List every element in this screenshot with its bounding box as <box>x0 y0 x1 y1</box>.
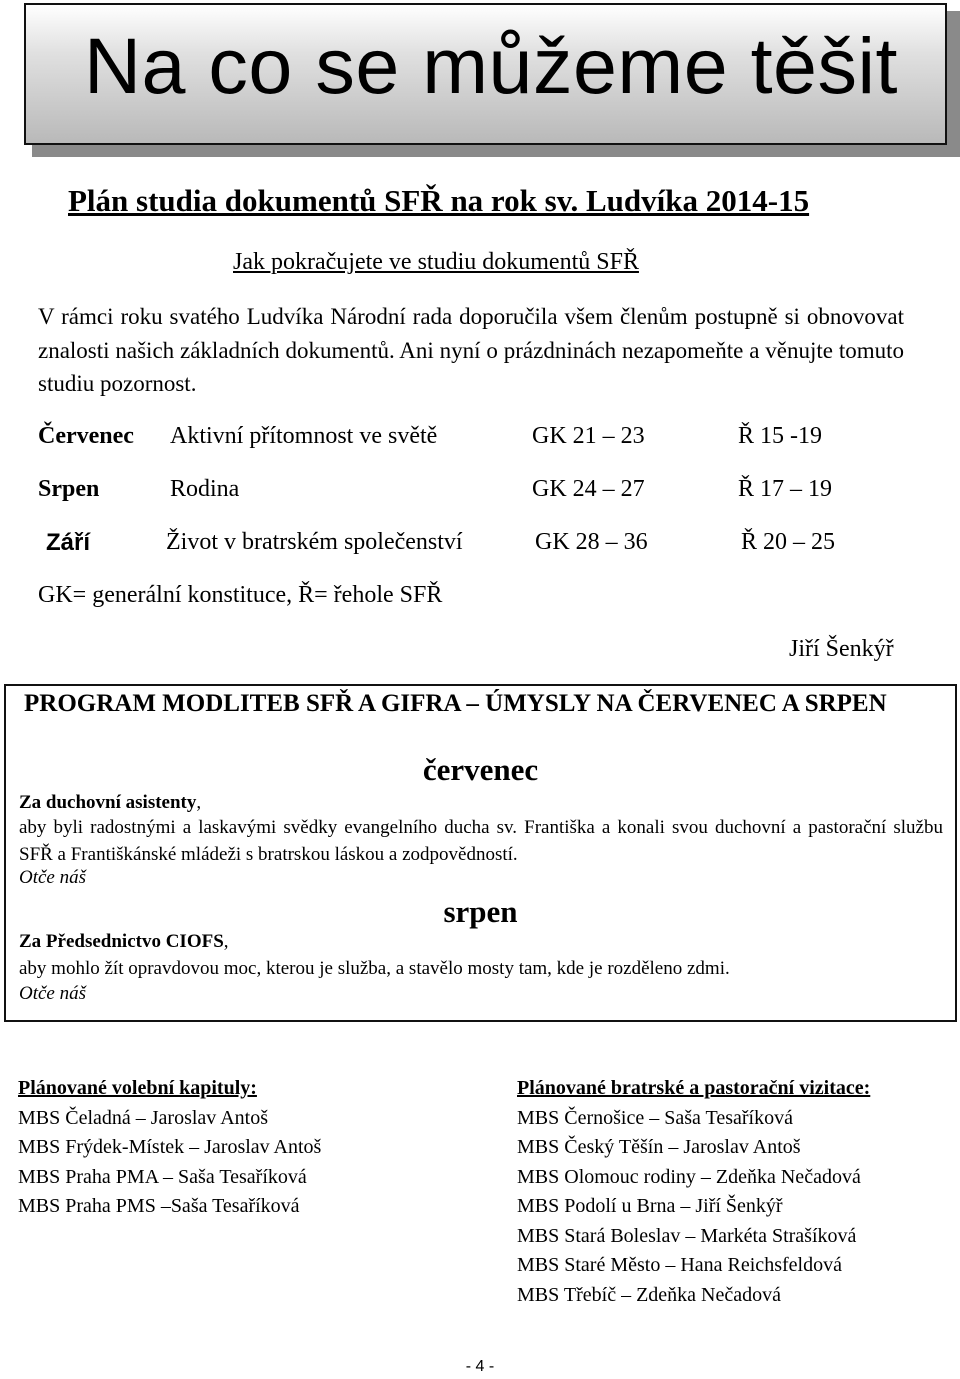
list-item: MBS Podolí u Brna – Jiří Šenkýř <box>517 1195 783 1217</box>
list-item: MBS Černošice – Saša Tesaříková <box>517 1106 793 1129</box>
prayer-text: aby mohlo žít opravdovou moc, kterou je služba, a stavělo mosty tam, kde je rozděleno zdmi. <box>19 958 730 979</box>
list-item: MBS Stará Boleslav – Markéta Strašíková <box>517 1224 857 1247</box>
prayer-intent <box>19 931 229 953</box>
prayer-closing: Otče náš <box>19 867 87 888</box>
list-item: MBS Čeladná – Jaroslav Antoš <box>18 1106 268 1129</box>
schedule-row <box>0 529 960 561</box>
abbreviation-legend: GK= generální konstituce, Ř= řehole SFŘ <box>38 582 443 608</box>
visitations-list <box>517 1074 870 1310</box>
prayer-intent-comma: , <box>196 792 202 813</box>
study-plan-subtitle: Jak pokračujete ve studiu dokumentů SFŘ <box>233 249 639 275</box>
list-item: MBS Český Těšín – Jaroslav Antoš <box>517 1136 801 1158</box>
prayer-closing: Otče náš <box>19 983 87 1004</box>
author-signature: Jiří Šenkýř <box>789 636 894 662</box>
list-item: MBS Třebíč – Zdeňka Nečadová <box>517 1283 781 1306</box>
schedule-gk: GK 24 – 27 <box>532 476 645 502</box>
list-item: MBS Frýdek-Místek – Jaroslav Antoš <box>18 1136 322 1158</box>
schedule-gk: GK 28 – 36 <box>535 529 648 555</box>
page-number: - 4 - <box>465 1358 495 1375</box>
list-item: MBS Praha PMA – Saša Tesaříková <box>18 1165 307 1188</box>
visitations-heading: Plánované bratrské a pastorační vizitace: <box>517 1077 871 1099</box>
schedule-month: Červenec <box>38 423 134 449</box>
schedule-topic: Život v bratrském společenství <box>166 529 463 555</box>
schedule-topic: Rodina <box>170 476 240 502</box>
prayer-intent <box>19 792 201 814</box>
schedule-rule: Ř 15 -19 <box>738 423 822 449</box>
list-item: MBS Staré Město – Hana Reichsfeldová <box>517 1254 842 1276</box>
prayer-program-box <box>4 684 957 1022</box>
schedule-row <box>0 476 960 508</box>
prayer-program-title: PROGRAM MODLITEB SFŘ A GIFRA – ÚMYSLY NA ČERVENEC A SRPEN <box>24 690 887 717</box>
study-plan-intro: V rámci roku svatého Ludvíka Národní rada doporučila všem členům postupně si obnovovat znalosti našich základních dokumentů. Ani nyní o prázdninách nezapomeňte a věnujte tomuto studiu pozornost. <box>38 304 904 396</box>
schedule-rule: Ř 17 – 19 <box>738 476 833 502</box>
prayer-text: aby byli radostnými a laskavými svědky evangelního ducha sv. Františka a konali svou duchovní a pastorační službu SFŘ a Františkánské mládeži s bratrskou láskou a zodpovědností. <box>19 817 943 865</box>
schedule-month: Září <box>46 529 91 556</box>
schedule-rule: Ř 20 – 25 <box>741 529 836 555</box>
study-plan-title: Plán studia dokumentů SFŘ na rok sv. Ludvíka 2014-15 <box>68 183 810 218</box>
chapters-heading: Plánované volební kapituly: <box>18 1077 257 1099</box>
list-item: MBS Praha PMS –Saša Tesaříková <box>18 1195 300 1217</box>
schedule-gk: GK 21 – 23 <box>532 423 645 449</box>
page-title: Na co se můžeme těšit <box>84 21 898 110</box>
month-heading: červenec <box>422 752 539 787</box>
prayer-intent-comma: , <box>223 931 229 952</box>
schedule-row <box>0 423 960 455</box>
schedule-month: Srpen <box>38 476 100 502</box>
prayer-intent-label: Za duchovní asistenty <box>19 792 197 813</box>
month-heading: srpen <box>443 894 518 929</box>
chapters-list <box>18 1074 321 1222</box>
prayer-intent-label: Za Předsednictvo CIOFS <box>19 931 224 952</box>
list-item: MBS Olomouc rodiny – Zdeňka Nečadová <box>517 1165 861 1188</box>
schedule-topic: Aktivní přítomnost ve světě <box>170 423 438 449</box>
title-banner <box>24 3 947 145</box>
